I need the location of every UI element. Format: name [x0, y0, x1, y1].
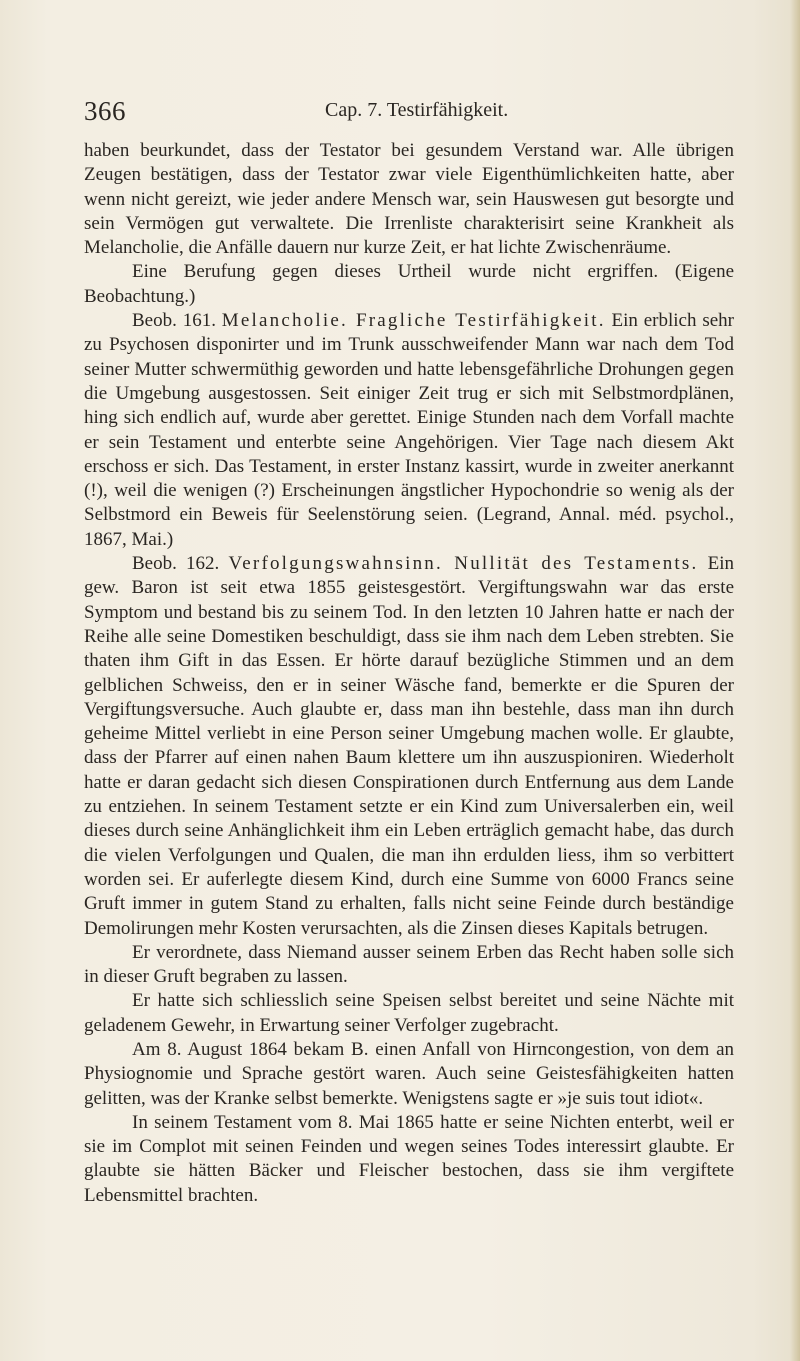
paragraph-text: Er hatte sich schliesslich seine Speisen selbst bereitet und seine Nächte mit geladenem Gewehr, in Erwartung seiner Verfolger zugebracht.: [84, 990, 734, 1036]
observation-162: [84, 552, 734, 941]
paragraph-text: haben beurkundet, dass der Testator bei gesundem Verstand war. Alle übrigen Zeugen bestätigen, dass der Testator zwar viele Eigenthümlichkeiten hatte, aber wenn nicht gereizt, wie jeder andere Mensch war, sein Hauswesen gut besorgte und sein Vermögen gut verwaltete. Die Irrenliste charakterisirt seine Krankheit als Melancholie, die Anfälle dauern nur kurze Zeit, er hat lichte Zwischenräume.: [84, 140, 734, 259]
page-edge-shadow: [790, 0, 800, 1361]
paragraph-text: Ein erblich sehr zu Psychosen disponirter und im Trunk ausschweifender Mann war nach dem Tod seiner Mutter schwermüthig geworden und hatte lebensgefährliche Drohungen gegen die Umgebung ausgestossen. Seit einiger Zeit trug er sich mit Selbstmordplänen, hing sich endlich auf, wurde aber gerettet. Einige Stunden nach dem Vorfall machte er sein Testament und enterbte seine Angehörigen. Vier Tage nach diesem Akt erschoss er sich. Das Testament, in erster Instanz kassirt, wurde in zweiter anerkannt (!), weil die wenigen (?) Erscheinungen ängstlicher Hypochondrie so wenig als der Selbstmord ein Beweis für Seelenstörung seien. (Legrand, Annal. méd. psychol., 1867, Mai.): [84, 310, 734, 550]
paragraph-8: [84, 1111, 734, 1208]
paragraph-1: [84, 139, 734, 260]
observation-label: Beob. 161.: [132, 310, 222, 332]
observation-161: [84, 309, 734, 552]
observation-title: Verfolgungswahnsinn. Nullität des Testaments.: [228, 553, 699, 575]
paragraph-text: Am 8. August 1864 bekam B. einen Anfall von Hirncongestion, von dem an Physiognomie und Sprache gestört waren. Auch seine Geistesfähigkeiten hatten gelitten, was der Kranke selbst bemerkte. Wenigstens sagte er »je suis tout idiot«.: [84, 1038, 734, 1109]
paragraph-text: Eine Berufung gegen dieses Urtheil wurde nicht ergriffen. (Eigene Beobachtung.): [84, 261, 734, 307]
observation-label: Beob. 162.: [132, 553, 229, 575]
body-text: [84, 139, 734, 1208]
paragraph-2: [84, 260, 734, 309]
paragraph-7: [84, 1038, 734, 1111]
paragraph-text: Ein gew. Baron ist seit etwa 1855 geistesgestört. Vergiftungswahn war das erste Symptom und bestand bis zu seinem Tod. In den letzten 10 Jahren hatte er nach der Reihe alle seine Domestiken beschuldigt, dass sie ihm nach dem Leben strebten. Sie thaten ihm Gift in das Essen. Er hörte darauf bezügliche Stimmen und an dem gelblichen Schweiss, den er in seiner Wäsche fand, bemerkte er die Spuren der Vergiftungsversuche. Auch glaubte er, dass man ihn bestehle, dass man ihn durch geheime Mittel verliebt in eine Person seiner Umgebung machen wolle. Er glaubte, dass der Pfarrer auf einen nahen Baum klettere um ihn auszuspioniren. Wiederholt hatte er daran gedacht sich diesen Conspirationen durch Entfernung aus dem Lande zu entziehen. In seinem Testament setzte er ein Kind zum Universalerben ein, weil dieses durch seine Anhänglichkeit ihm ein Leben erträglich gemacht habe, das durch die vielen Verfolgungen und Qualen, die man ihn erdulden liess, ihm so verbittert worden sei. Er auferlegte diesem Kind, durch eine Summe von 6000 Francs seine Gruft immer in gutem Stand zu erhalten, falls nicht seine Feinde durch beständige Demolirungen mehr Kosten verursachten, als die Zinsen dieses Kapitals betrugen.: [84, 553, 734, 939]
page-header: [84, 96, 734, 130]
page-number: 366: [84, 96, 126, 126]
paragraph-text: In seinem Testament vom 8. Mai 1865 hatte er seine Nichten enterbt, weil er sie im Complot mit seinen Feinden und wegen seines Todes interessirt glaubte. Er glaubte sie hätten Bäcker und Fleischer bestochen, dass sie ihm vergiftete Lebensmittel brachten.: [84, 1111, 734, 1206]
paragraph-6: [84, 989, 734, 1038]
paragraph-text: Er verordnete, dass Niemand ausser seinem Erben das Recht haben solle sich in dieser Gruft begraben zu lassen.: [84, 941, 734, 988]
observation-title: Melancholie. Fragliche Testirfähigkeit.: [221, 310, 606, 332]
running-head: Cap. 7. Testirfähigkeit.: [325, 99, 509, 121]
paragraph-5: [84, 941, 734, 990]
